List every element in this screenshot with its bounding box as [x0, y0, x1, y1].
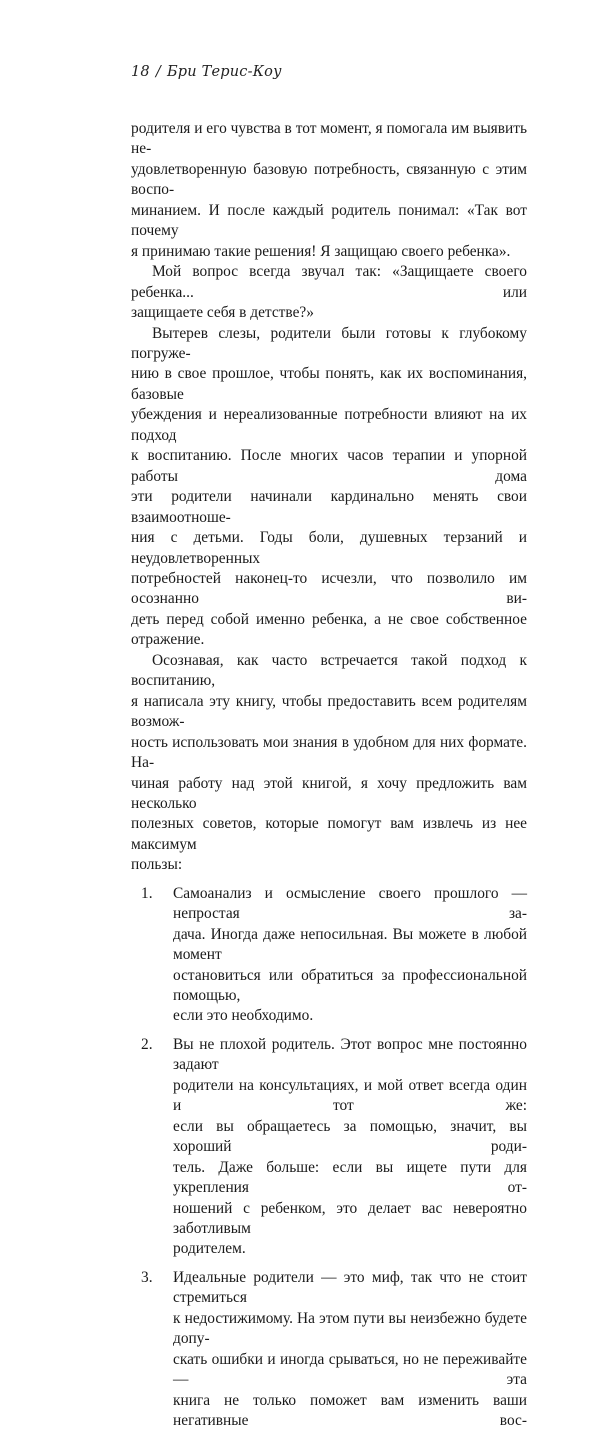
text-line: я принимаю такие решения! Я защищаю своего ребенка».	[131, 242, 511, 260]
paragraph-1	[131, 119, 527, 262]
text-line: дача. Иногда даже непосильная. Вы можете в любой момент	[173, 925, 527, 964]
text-line: Вытерев слезы, родители были готовы к глубокому погруже-	[131, 324, 527, 362]
body-text	[131, 119, 527, 1440]
text-line: ния с детьми. Годы боли, душевных терзаний и неудовлетворенных	[131, 529, 527, 567]
text-line: Вы не плохой родитель. Этот вопрос мне постоянно задают	[173, 1035, 527, 1074]
text-line: чиная работу над этой книгой, я хочу предложить вам несколько	[131, 774, 527, 812]
text-line: я написала эту книгу, чтобы предоставить всем родителям возмож-	[131, 692, 527, 731]
text-line: Идеальные родители — это миф, так что не стоит стремиться	[173, 1268, 527, 1307]
text-line: тель. Даже больше: если вы ищете пути для укрепления от-	[173, 1158, 527, 1197]
text-line: ношений с ребенком, это делает вас невероятно заботливым	[173, 1199, 527, 1238]
author-name: Бри Терис-Коу	[166, 64, 282, 80]
running-header	[131, 64, 282, 80]
text-line: книга не только поможет вам изменить ваши негативные вос-	[173, 1391, 527, 1430]
text-line: потребностей наконец-то исчезли, что позволило им осознанно ви-	[131, 569, 527, 608]
text-line: Самоанализ и осмысление своего прошлого — непростая за-	[173, 884, 527, 923]
text-line: нию в свое прошлое, чтобы понять, как их воспоминания, базовые	[131, 365, 527, 403]
text-line: родители на консультациях, и мой ответ всегда один и тот же:	[173, 1076, 527, 1115]
text-line: к воспитанию. После многих часов терапии и упорной работы дома	[131, 447, 527, 485]
list-item-number: 1.	[141, 884, 153, 902]
page-number: 18	[131, 64, 150, 80]
header-separator: /	[155, 64, 161, 80]
list-item-number: 3.	[141, 1268, 153, 1286]
text-line: минанием. И после каждый родитель понимал: «Так вот почему	[131, 201, 527, 240]
list-item	[141, 1035, 527, 1260]
text-line: Осознавая, как часто встречается такой подход к воспитанию,	[131, 651, 527, 690]
text-line: скать ошибки и иногда срываться, но не переживайте — эта	[173, 1350, 527, 1389]
text-line: к недостижимому. На этом пути вы неизбежно будете допу-	[173, 1309, 527, 1348]
list-item-number: 2.	[141, 1035, 153, 1053]
text-line: остановиться или обратиться за профессиональной помощью,	[173, 966, 527, 1005]
text-line: полезных советов, которые помогут вам извлечь из нее максимум	[131, 815, 527, 853]
text-line: ность использовать мои знания в удобном для них формате. На-	[131, 733, 527, 772]
text-line: пользы:	[131, 856, 183, 874]
tips-list	[131, 884, 527, 1432]
list-item	[141, 884, 527, 1027]
paragraph-4	[131, 651, 527, 876]
text-line: родителя и его чувства в тот момент, я помогала им выявить не-	[131, 120, 527, 158]
list-item	[141, 1268, 527, 1432]
text-line: эти родители начинали кардинально менять свои взаимоотноше-	[131, 488, 527, 526]
text-line: удовлетворенную базовую потребность, связанную с этим воспо-	[131, 160, 527, 199]
text-line: защищаете себя в детстве?»	[131, 304, 314, 322]
text-line: Мой вопрос всегда звучал так: «Защищаете своего ребенка... или	[131, 263, 527, 301]
text-line: деть перед собой именно ребенка, а не свое собственное отражение.	[131, 610, 527, 649]
paragraph-3	[131, 324, 527, 651]
text-line: убеждения и нереализованные потребности влияют на их подход	[131, 406, 527, 444]
text-line: если это необходимо.	[173, 1007, 314, 1025]
text-line: родителем.	[173, 1240, 246, 1258]
text-line: если вы обращаетесь за помощью, значит, вы хороший роди-	[173, 1117, 527, 1156]
paragraph-2	[131, 262, 527, 323]
